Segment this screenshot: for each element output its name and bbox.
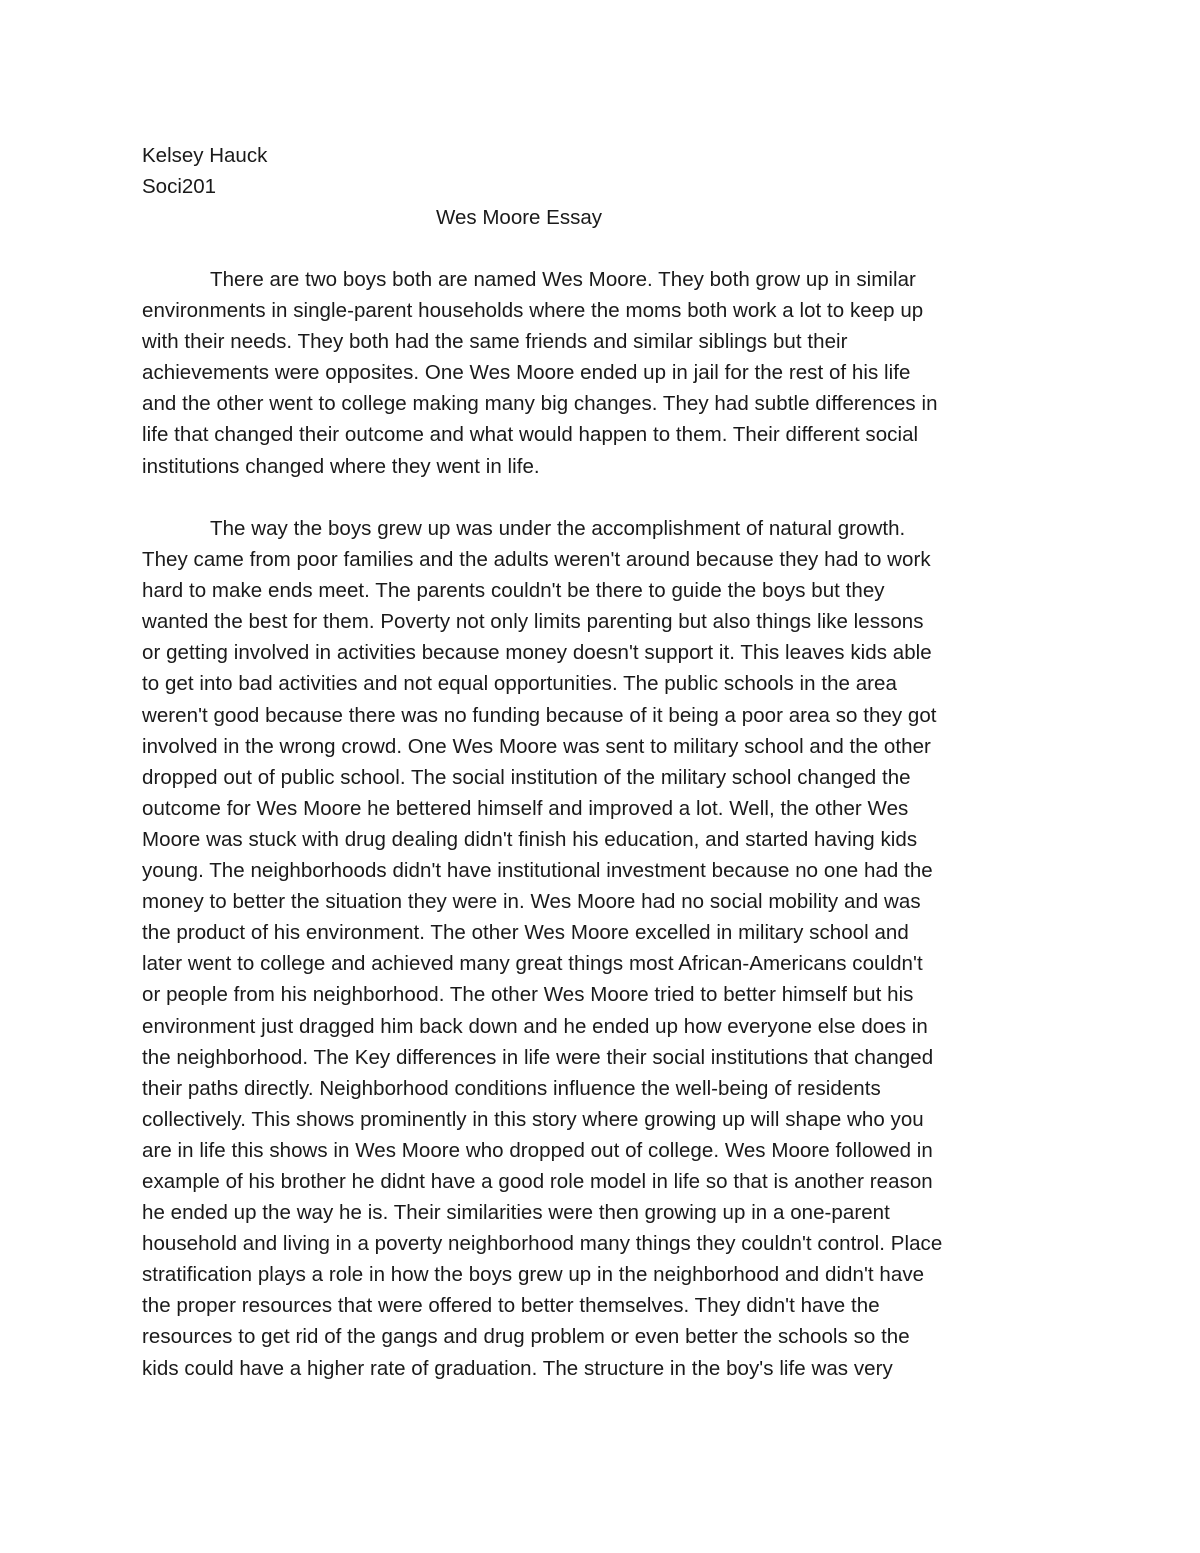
paragraph-line: with their needs. They both had the same friends and similar siblings but their [142,330,848,354]
paragraph-line: collectively. This shows prominently in this story where growing up will shape who you [142,1107,924,1131]
paragraph-line: the product of his environment. The other Wes Moore excelled in military school and [142,921,909,945]
course-code: Soci201 [142,175,217,198]
essay-title: Wes Moore Essay [436,206,602,229]
paragraph-line: or getting involved in activities because money doesn't support it. This leaves kids able [142,641,932,665]
paragraph-line: the proper resources that were offered to better themselves. They didn't have the [142,1294,880,1318]
paragraph-line: involved in the wrong crowd. One Wes Moore was sent to military school and the other [142,734,931,758]
paragraph-line: money to better the situation they were in. Wes Moore had no social mobility and was [142,890,921,914]
paragraph-line: the neighborhood. The Key differences in life were their social institutions that changed [142,1045,934,1069]
paragraph-line: achievements were opposites. One Wes Moore ended up in jail for the rest of his life [142,361,911,385]
paragraph-line: example of his brother he didnt have a good role model in life so that is another reason [142,1169,933,1193]
author-name: Kelsey Hauck [142,144,268,167]
paragraph-line: life that changed their outcome and what would happen to them. Their different social [142,423,919,447]
paragraph-line: environments in single-parent households where the moms both work a lot to keep up [142,299,924,323]
paragraph-line: he ended up the way he is. Their similarities were then growing up in a one-parent [142,1201,890,1225]
paragraph-line: dropped out of public school. The social institution of the military school changed the [142,765,911,789]
paragraph-line: to get into bad activities and not equal opportunities. The public schools in the area [142,672,897,696]
paragraph-1 [142,264,1062,482]
paragraph-line: their paths directly. Neighborhood conditions influence the well-being of residents [142,1076,881,1100]
paragraph-line: There are two boys both are named Wes Moore. They both grow up in similar [210,268,916,291]
paragraph-line: household and living in a poverty neighborhood many things they couldn't control. Place [142,1232,943,1256]
paragraph-line: institutions changed where they went in life. [142,454,540,478]
paragraph-line: later went to college and achieved many great things most African-Americans couldn't [142,952,923,976]
paragraph-line: Moore was stuck with drug dealing didn't finish his education, and started having kids [142,827,918,851]
paragraph-line: are in life this shows in Wes Moore who dropped out of college. Wes Moore followed in [142,1138,933,1162]
paragraph-line: They came from poor families and the adults weren't around because they had to work [142,548,931,572]
paragraph-line: kids could have a higher rate of graduation. The structure in the boy's life was very [142,1356,893,1380]
paragraph-line: outcome for Wes Moore he bettered himself and improved a lot. Well, the other Wes [142,796,909,820]
paragraph-line: environment just dragged him back down and he ended up how everyone else does in [142,1014,928,1038]
paragraph-line: stratification plays a role in how the boys grew up in the neighborhood and didn't have [142,1263,925,1287]
paragraph-2 [142,513,1062,1384]
paragraph-line: or people from his neighborhood. The other Wes Moore tried to better himself but his [142,983,914,1007]
paragraph-line: resources to get rid of the gangs and drug problem or even better the schools so the [142,1325,910,1349]
paragraph-line: young. The neighborhoods didn't have institutional investment because no one had the [142,859,933,883]
paragraph-line: hard to make ends meet. The parents couldn't be there to guide the boys but they [142,579,885,603]
paragraph-line: The way the boys grew up was under the accomplishment of natural growth. [210,517,906,540]
paragraph-line: and the other went to college making many big changes. They had subtle differences in [142,392,938,416]
paragraph-line: wanted the best for them. Poverty not only limits parenting but also things like lessons [142,610,924,634]
paragraph-line: weren't good because there was no funding because of it being a poor area so they got [142,703,937,727]
